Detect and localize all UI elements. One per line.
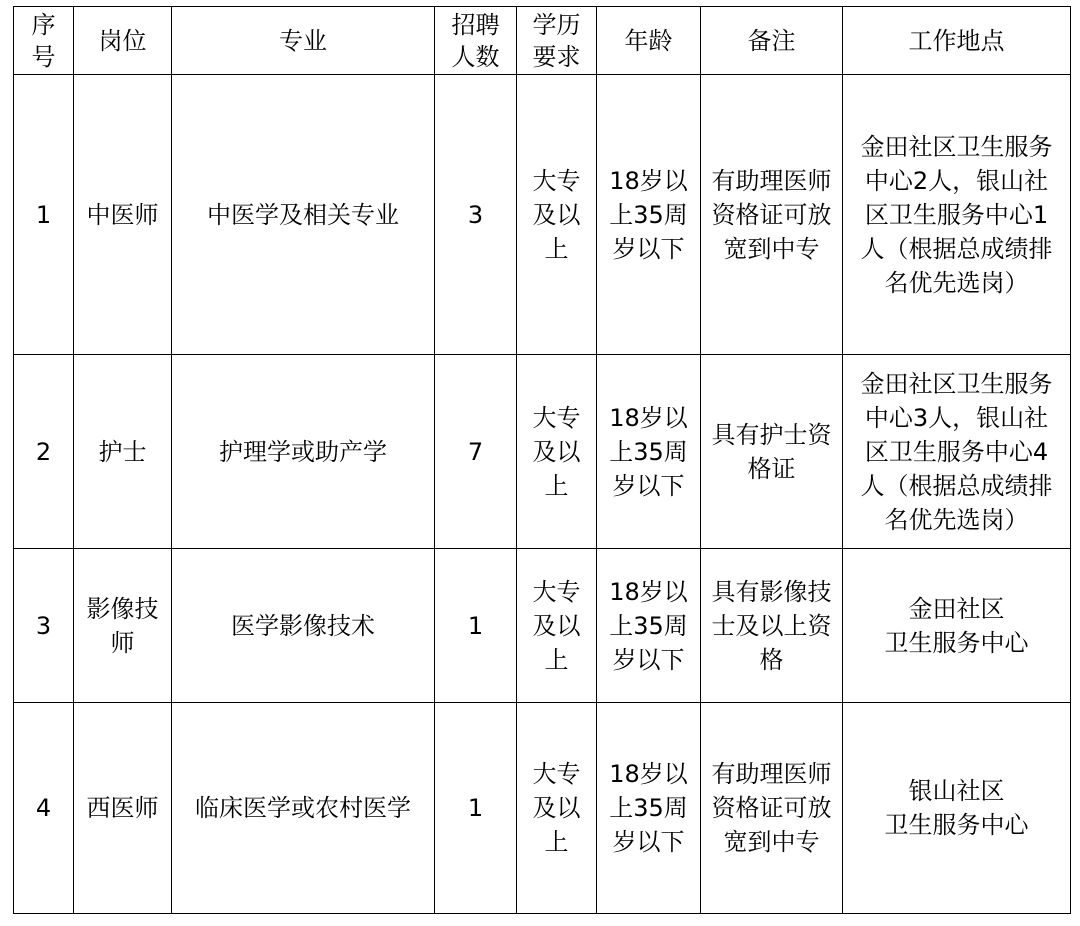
table-row — [14, 355, 1071, 549]
cell-remark: 有助理医师 资格证可放 宽到中专 — [701, 703, 843, 914]
cell-location: 金田社区卫生服务 中心2人，银山社 区卫生服务中心1 人（根据总成绩排 名优先选岗） — [843, 75, 1071, 355]
recruitment-table-wrapper — [13, 6, 1071, 914]
cell-age: 18岁以 上35周 岁以下 — [597, 75, 701, 355]
cell-position: 影像技 师 — [74, 549, 172, 703]
cell-major: 护理学或助产学 — [172, 355, 435, 549]
header-major: 专业 — [172, 7, 435, 75]
recruitment-table — [13, 6, 1071, 914]
cell-remark: 具有护士资 格证 — [701, 355, 843, 549]
cell-count: 1 — [435, 703, 517, 914]
table-row — [14, 549, 1071, 703]
cell-major: 中医学及相关专业 — [172, 75, 435, 355]
cell-age: 18岁以 上35周 岁以下 — [597, 703, 701, 914]
cell-position: 护士 — [74, 355, 172, 549]
cell-location: 银山社区 卫生服务中心 — [843, 703, 1071, 914]
cell-location: 金田社区卫生服务 中心3人，银山社 区卫生服务中心4 人（根据总成绩排 名优先选岗） — [843, 355, 1071, 549]
cell-index: 4 — [14, 703, 74, 914]
header-age: 年龄 — [597, 7, 701, 75]
cell-major: 临床医学或农村医学 — [172, 703, 435, 914]
cell-age: 18岁以 上35周 岁以下 — [597, 549, 701, 703]
cell-education: 大专 及以 上 — [517, 703, 597, 914]
cell-position: 中医师 — [74, 75, 172, 355]
table-row — [14, 703, 1071, 914]
cell-education: 大专 及以 上 — [517, 75, 597, 355]
table-row — [14, 75, 1071, 355]
cell-index: 3 — [14, 549, 74, 703]
header-location: 工作地点 — [843, 7, 1071, 75]
cell-location: 金田社区 卫生服务中心 — [843, 549, 1071, 703]
cell-index: 2 — [14, 355, 74, 549]
cell-count: 1 — [435, 549, 517, 703]
cell-education: 大专 及以 上 — [517, 549, 597, 703]
cell-position: 西医师 — [74, 703, 172, 914]
cell-remark: 有助理医师 资格证可放 宽到中专 — [701, 75, 843, 355]
cell-count: 7 — [435, 355, 517, 549]
cell-remark: 具有影像技 士及以上资 格 — [701, 549, 843, 703]
cell-count: 3 — [435, 75, 517, 355]
cell-index: 1 — [14, 75, 74, 355]
header-position: 岗位 — [74, 7, 172, 75]
cell-age: 18岁以 上35周 岁以下 — [597, 355, 701, 549]
header-index: 序 号 — [14, 7, 74, 75]
header-count: 招聘 人数 — [435, 7, 517, 75]
cell-major: 医学影像技术 — [172, 549, 435, 703]
header-remark: 备注 — [701, 7, 843, 75]
cell-education: 大专 及以 上 — [517, 355, 597, 549]
header-row — [14, 7, 1071, 75]
header-education: 学历 要求 — [517, 7, 597, 75]
